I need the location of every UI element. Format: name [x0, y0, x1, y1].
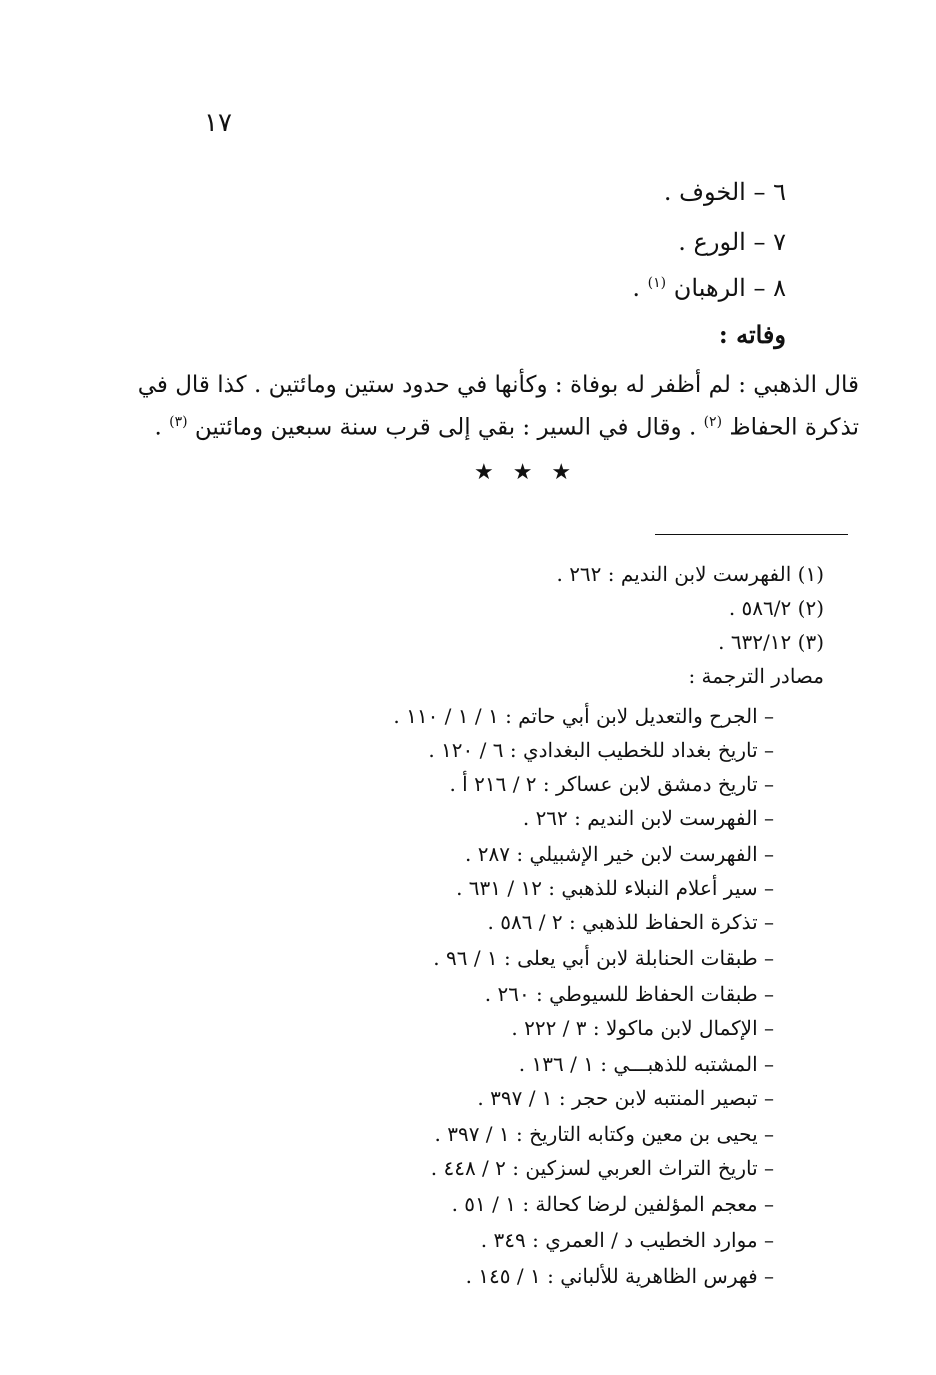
- footnote: (٢) ٥٨٦/٢ .: [728, 596, 824, 620]
- source-item: – تبصير المنتبه لابن حجر : ١ / ٣٩٧ .: [477, 1086, 774, 1110]
- source-item: – معجم المؤلفين لرضا كحالة : ١ / ٥١ .: [451, 1192, 774, 1216]
- list-item: [632, 274, 786, 302]
- source-item: – الفهرست لابن النديم : ٢٦٢ .: [522, 806, 774, 830]
- footnote-ref: (٢): [703, 414, 723, 430]
- source-item: – المشتبه للذهبـــي : ١ / ١٣٦ .: [518, 1052, 774, 1076]
- footnote: (٣) ٦٣٢/١٢ .: [718, 630, 824, 654]
- footnote-divider: [655, 534, 848, 535]
- paragraph-line-1: قال الذهبي : لم أظفر له بوفاة : وكأنها في حدود ستين ومائتين . كذا قال في: [137, 372, 859, 398]
- paragraph-text: . وقال في السير : بقي إلى قرب سنة سبعين ومائتين: [194, 414, 697, 441]
- section-heading: وفاته :: [718, 320, 786, 349]
- source-item: – تاريخ بغداد للخطيب البغدادي : ٦ / ١٢٠ .: [428, 738, 774, 762]
- footnote-ref: (٣): [169, 414, 188, 430]
- list-item-end: .: [632, 274, 641, 302]
- list-item: ٧ – الورع .: [678, 228, 786, 256]
- footnote-ref: (١): [647, 275, 667, 291]
- source-item: – طبقات الحنابلة لابن أبي يعلى : ١ / ٩٦ .: [433, 946, 774, 970]
- list-item: ٦ – الخوف .: [663, 178, 786, 206]
- source-item: – موارد الخطيب د / العمري : ٣٤٩ .: [480, 1228, 774, 1252]
- source-item: – الفهرست لابن خير الإشبيلي : ٢٨٧ .: [465, 842, 774, 866]
- source-item: – تاريخ دمشق لابن عساكر : ٢ / ٢١٦ أ .: [449, 772, 774, 796]
- source-item: – الجرح والتعديل لابن أبي حاتم : ١ / ١ / ١١٠ .: [393, 704, 774, 728]
- paragraph-line-2: [155, 414, 859, 441]
- section-separator-stars: ★ ★ ★: [474, 460, 578, 485]
- sources-heading: مصادر الترجمة :: [688, 664, 824, 688]
- source-item: – تاريخ التراث العربي لسزكين : ٢ / ٤٤٨ .: [430, 1156, 774, 1180]
- page-number: ١٧: [204, 108, 232, 138]
- source-item: – سير أعلام النبلاء للذهبي : ١٢ / ٦٣١ .: [456, 876, 774, 900]
- source-item: – فهرس الظاهرية للألباني : ١ / ١٤٥ .: [465, 1264, 774, 1288]
- source-item: – طبقات الحفاظ للسيوطي : ٢٦٠ .: [484, 982, 774, 1006]
- paragraph-text: تذكرة الحفاظ: [729, 414, 859, 441]
- list-item-text: ٨ – الرهبان: [673, 274, 786, 302]
- source-item: – تذكرة الحفاظ للذهبي : ٢ / ٥٨٦ .: [487, 910, 774, 934]
- source-item: – الإكمال لابن ماكولا : ٣ / ٢٢٢ .: [511, 1016, 774, 1040]
- paragraph-text: .: [154, 414, 162, 441]
- source-item: – يحيى بن معين وكتابه التاريخ : ١ / ٣٩٧ .: [434, 1122, 774, 1146]
- footnote: (١) الفهرست لابن النديم : ٢٦٢ .: [556, 562, 824, 586]
